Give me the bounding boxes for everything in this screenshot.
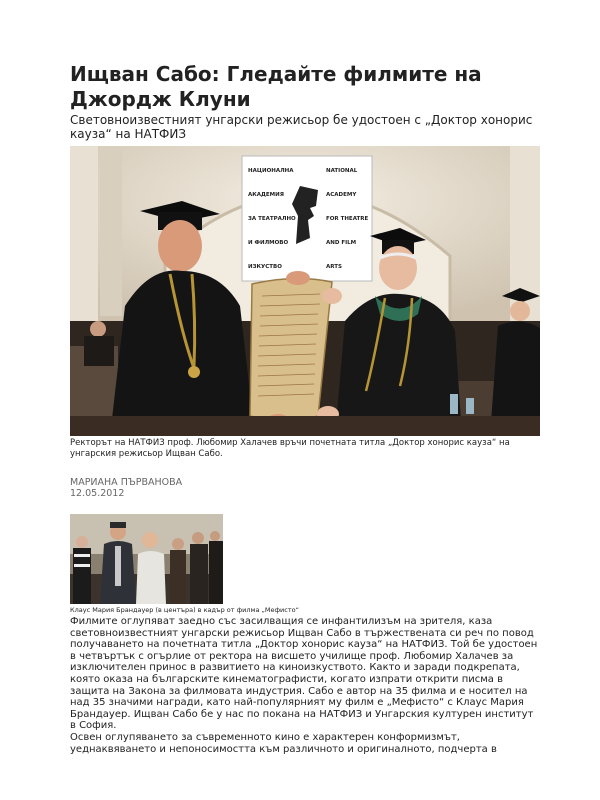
banner-en-line-3: FOR THEATRE <box>326 216 369 222</box>
mephisto-still <box>70 514 223 604</box>
banner-bg-line-1: НАЦИОНАЛНА <box>248 168 294 174</box>
article-paragraph-1: Филмите оглупяват заедно със засилващия се инфантилизъм на зрителя, каза световноизвестният унгарски режисьор Ищван Сабо в тържествената си реч по повод получаването на почетната титла „Доктор хонорис кауза“ на НАТФИЗ. Той бе удостоен в четвъртък с огърлие от ректора на висшето училище проф. Любомир Халачев за изключителен принос в развитието на киноизкуството. Както и заради подкрепата, която оказа на българските кинематографисти, когато изпрати открити писма в защита на Закона за филмовата индустрия. Сабо е автор на 35 филма и е носител на над 35 значими награди, като най-популярният му филм е „Мефисто“ с Клаус Мария Брандауер. Ищван Сабо бе у нас по покана на НАТФИЗ и Унгарския културен институт в София. <box>70 616 538 732</box>
banner-en-line-5: ARTS <box>326 264 342 270</box>
banner-en-line-2: ACADEMY <box>326 192 357 198</box>
article-paragraph-2: Освен оглупяването за съвременното кино е характерен конформизмът, уеднаквяването и непоносимостта към различното и оригиналното, подчерта в <box>70 731 497 755</box>
mephisto-photo <box>70 514 223 604</box>
banner-bg-line-2: АКАДЕМИЯ <box>248 192 284 198</box>
hero-photo <box>70 146 540 436</box>
publish-date: 12.05.2012 <box>70 488 125 499</box>
banner-bg-line-4: И ФИЛМОВО <box>248 240 289 246</box>
author-name: МАРИАНА ПЪРВАНОВА <box>70 477 183 488</box>
article <box>70 62 540 755</box>
article-title: Ищван Сабо: Гледайте филмите на Джордж Клуни <box>70 62 482 111</box>
mephisto-caption: Клаус Мария Брандауер (в центъра) в кадър от филма „Мефисто“ <box>70 606 299 614</box>
ceremony-photo <box>70 146 540 436</box>
banner-bg-line-3: ЗА ТЕАТРАЛНО <box>248 216 296 222</box>
hero-caption: Ректорът на НАТФИЗ проф. Любомир Халачев връчи почетната титла „Доктор хонорис кауза“ на унгарския режисьор Ищван Сабо. <box>70 438 510 459</box>
banner-en-line-4: AND FILM <box>326 240 357 246</box>
banner-en-line-1: NATIONAL <box>326 168 358 174</box>
article-body <box>70 616 540 755</box>
article-subtitle: Световноизвестният унгарски режисьор бе удостоен с „Доктор хонорис кауза“ на НАТФИЗ <box>70 113 533 141</box>
banner-bg-line-5: ИЗКУСТВО <box>248 264 282 270</box>
